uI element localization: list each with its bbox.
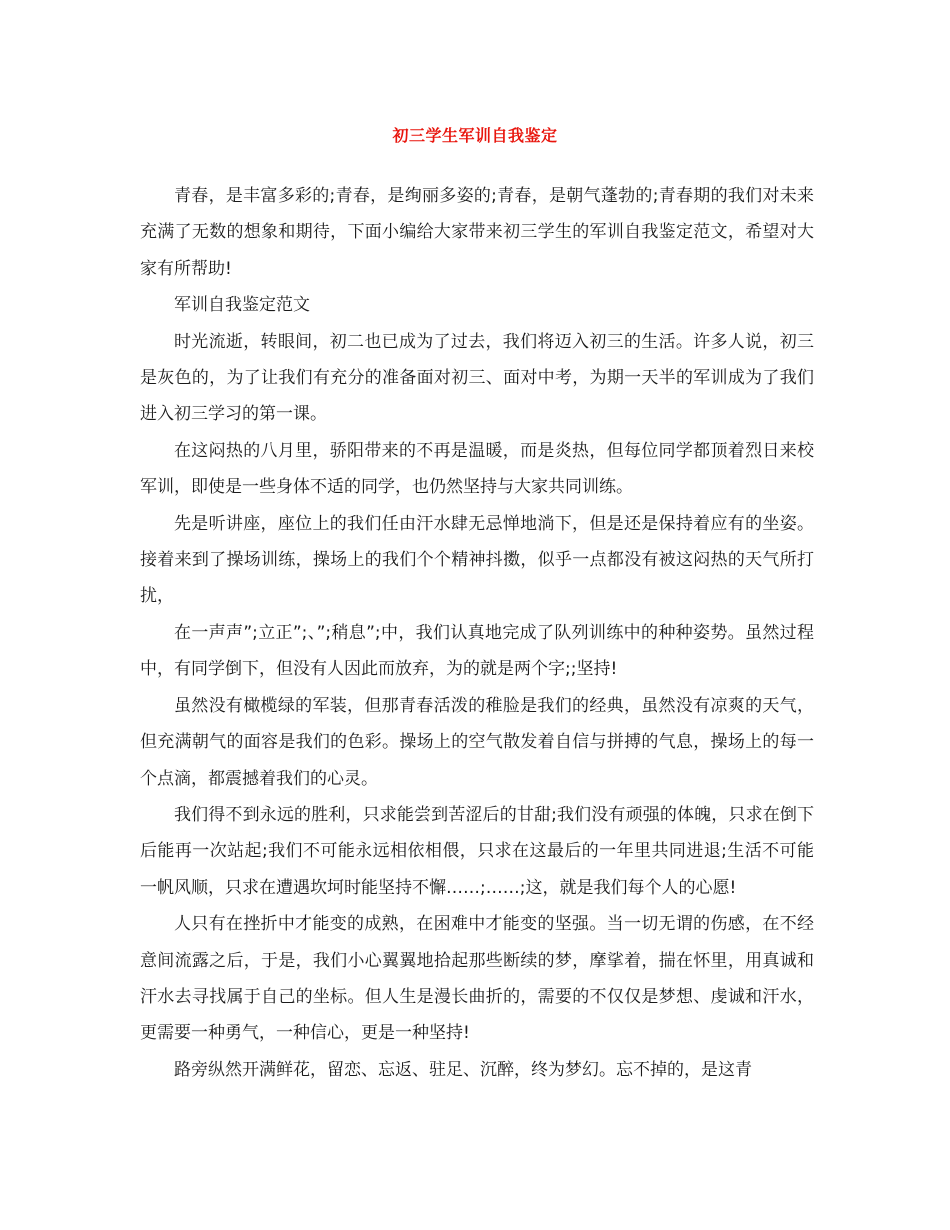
paragraph-intro: 青春，是丰富多彩的;青春，是绚丽多姿的;青春，是朝气蓬勃的;青春期的我们对未来充满了无数的想象和期待，下面小编给大家带来初三学生的军训自我鉴定范文，希望对大家有所帮助! xyxy=(140,186,814,279)
paragraph: 在这闷热的八月里，骄阳带来的不再是温暖，而是炎热，但每位同学都顶着烈日来校军训，即使是一些身体不适的同学，也仍然坚持与大家共同训练。 xyxy=(140,440,814,498)
paragraph-subheading: 军训自我鉴定范文 xyxy=(174,295,310,316)
paragraph: 在一声声”;立正”;、”;稍息”;中，我们认真地完成了队列训练中的种种姿势。虽然过程中，有同学倒下，但没有人因此而放弃，为的就是两个字;;坚持! xyxy=(140,622,814,680)
paragraph: 人只有在挫折中才能变的成熟，在困难中才能变的坚强。当一切无谓的伤感，在不经意间流露之后，于是，我们小心翼翼地拾起那些断续的梦，摩挲着，揣在怀里，用真诚和汗水去寻找属于自己的坐标。但人生是漫长曲折的，需要的不仅仅是梦想、虔诚和汗水，更需要一种勇气，一种信心，更是一种坚持! xyxy=(140,914,814,1044)
paragraph-partial: 路旁纵然开满鲜花，留恋、忘返、驻足、沉醉，终为梦幻。忘不掉的，是这青 xyxy=(174,1059,752,1080)
paragraph: 我们得不到永远的胜利，只求能尝到苦涩后的甘甜;我们没有顽强的体魄，只求在倒下后能再一次站起;我们不可能永远相依相偎，只求在这最后的一年里共同进退;生活不可能一帆风顺，只求在遭遇坎坷时能坚持不懈……;……;这，就是我们每个人的心愿! xyxy=(140,804,814,898)
paragraph: 先是听讲座，座位上的我们任由汗水肆无忌惮地淌下，但是还是保持着应有的坐姿。接着来到了操场训练，操场上的我们个个精神抖擞，似乎一点都没有被这闷热的天气所打扰， xyxy=(140,513,814,607)
paragraph: 虽然没有橄榄绿的军装，但那青春活泼的稚脸是我们的经典，虽然没有凉爽的天气，但充满朝气的面容是我们的色彩。操场上的空气散发着自信与拼搏的气息，操场上的每一个点滴，都震撼着我们的心灵。 xyxy=(140,695,814,789)
paragraph: 时光流逝，转眼间，初二也已成为了过去，我们将迈入初三的生活。许多人说，初三是灰色的，为了让我们有充分的准备面对初三、面对中考，为期一天半的军训成为了我们进入初三学习的第一课。 xyxy=(140,331,814,425)
document-title: 初三学生军训自我鉴定 xyxy=(392,126,558,145)
document-body xyxy=(140,178,814,1088)
